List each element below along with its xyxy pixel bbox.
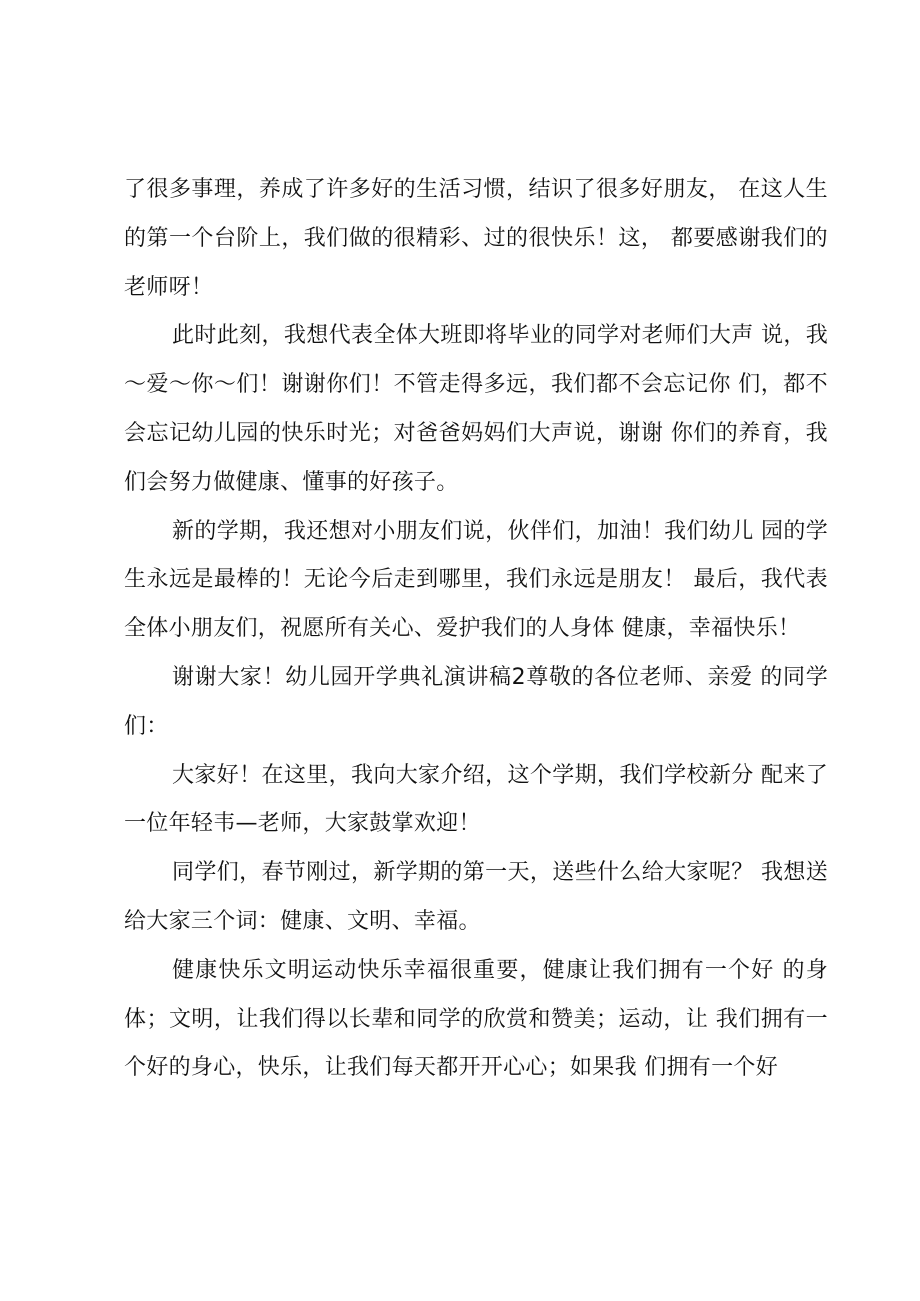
paragraph-3: 新的学期，我还想对小朋友们说，伙伴们，加油！我们幼儿 园的学生永远是最棒的！无论今后走到哪里，我们永远是朋友！ 最后，我代表全体小朋友们，祝愿所有关心、爱护我们的人身体 健康，幸福快乐！	[124, 518, 828, 642]
body-text	[124, 166, 828, 1093]
paragraph-7: 健康快乐文明运动快乐幸福很重要，健康让我们拥有一个好 的身体；文明，让我们得以长辈和同学的欣赏和赞美；运动，让 我们拥有一个好的身心，快乐，让我们每天都开开心心；如果我 们拥有一个好	[124, 957, 828, 1081]
paragraph-2: 此时此刻，我想代表全体大班即将毕业的同学对老师们大声 说，我～爱～你～们！谢谢你们！不管走得多远，我们都不会忘记你 们，都不会忘记幼儿园的快乐时光；对爸爸妈妈们大声说，谢谢 你们的养育，我们会努力做健康、懂事的好孩子。	[124, 323, 828, 495]
paragraph-5: 大家好！在这里，我向大家介绍，这个学期，我们学校新分 配来了一位年轻韦—老师，大家鼓掌欢迎！	[124, 762, 828, 837]
paragraph-6: 同学们，春节刚过，新学期的第一天，送些什么给大家呢？ 我想送给大家三个词：健康、文明、幸福。	[124, 860, 828, 934]
paragraph-4: 谢谢大家！幼儿园开学典礼演讲稿2尊敬的各位老师、亲爱 的同学们：	[124, 664, 828, 739]
paragraph-1: 了很多事理，养成了许多好的生活习惯，结识了很多好朋友， 在这人生的第一个台阶上，我们做的很精彩、过的很快乐！这， 都要感谢我们的老师呀！	[124, 177, 828, 300]
